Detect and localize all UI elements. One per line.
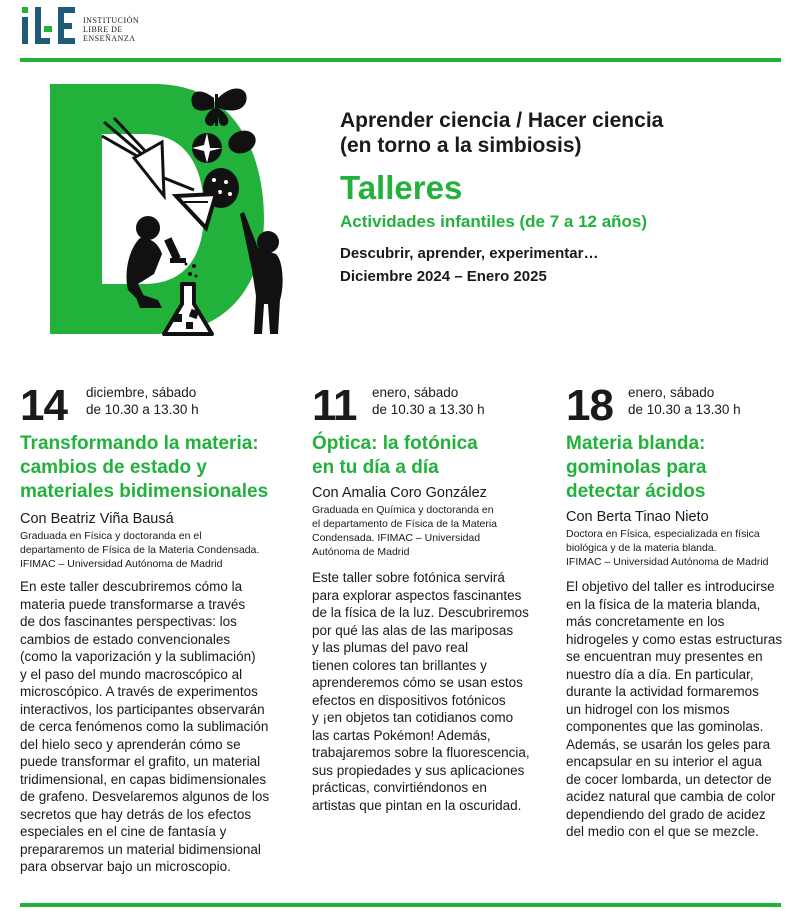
- workshop-day: 18: [566, 381, 613, 430]
- workshop-day: 14: [20, 381, 67, 430]
- workshop-when: enero, sábado de 10.30 a 13.30 h: [628, 385, 741, 417]
- tagline: Descubrir, aprender, experimentar…: [340, 245, 599, 262]
- workshop-description: Este taller sobre fotónica servirá para explorar aspectos fascinantes de la física de la luz. Descubriremos por qué las alas de las mariposas y las plumas del pavo real tienen colores tan brillantes y aprenderemos cómo se usan estos efectos en dispositivos fotónicos y ¡en objetos tan cotidianos como las cartas Pokémon! Además, trabajaremos sobre la fluorescencia, sus propiedades y sus aplicaciones prácticas, convirtiéndonos en artistas que pintan en la oscuridad.: [312, 570, 530, 813]
- workshop-presenter-bio: Doctora en Física, especializada en física biológica y de la materia blanda. IFIMAC – Universidad Autónoma de Madrid: [566, 528, 769, 568]
- workshop-day: 11: [312, 381, 357, 430]
- workshop-title: Óptica: la fotónica en tu día a día: [312, 433, 478, 478]
- header-title-line-1: Aprender ciencia / Hacer ciencia: [340, 109, 664, 132]
- workshop-title: Transformando la materia: cambios de estado y materiales bidimensionales: [20, 433, 269, 502]
- bottom-divider: [20, 903, 781, 907]
- logo-line-1: INSTITUCIÓN: [83, 16, 140, 25]
- workshop-when: diciembre, sábado de 10.30 a 13.30 h: [86, 385, 199, 417]
- ile-logo-text: [83, 16, 139, 43]
- talleres-heading: Talleres: [340, 169, 463, 206]
- ile-logo: [22, 6, 152, 46]
- workshop-description: El objetivo del taller es introducirse en la física de la materia blanda, más concretamente en los hidrogeles y como estas estructuras se encuentran muy presentes en nuestro día a día. En particular, durante la actividad formaremos un hidrogel con los mismos componentes que las gominolas. Además, se usarán los geles para encapsular en su interior el agua de cocer lombarda, un detector de acidez natural que cambia de color dependiendo del grado de acidez del medio con el que se mezcle.: [566, 579, 783, 839]
- workshop-presenter-bio: Graduada en Química y doctoranda en el departamento de Física de la Materia Condensada. IFIMAC – Universidad Autónoma de Madrid: [312, 504, 498, 558]
- audience-subtitle: Actividades infantiles (de 7 a 12 años): [340, 212, 648, 231]
- workshop-title: Materia blanda: gominolas para detectar ácidos: [566, 433, 707, 502]
- logo-line-2: LIBRE DE: [83, 25, 123, 34]
- workshop-when: enero, sábado de 10.30 a 13.30 h: [372, 385, 485, 417]
- candy-icon: [192, 133, 222, 163]
- workshop-presenter-bio: Graduada en Física y doctoranda en el departamento de Física de la Materia Condensada. IFIMAC – Universidad Autónoma de Madrid: [20, 530, 260, 570]
- green-letter-d: [50, 84, 264, 334]
- workshop-presenter: Con Berta Tinao Nieto: [566, 509, 709, 525]
- header-illustration: [44, 78, 314, 353]
- workshop-description: En este taller descubriremos cómo la materia puede transformarse a través de dos fascinantes perspectivas: los cambios de estado convencionales (como la vaporización y la sublimación) y el paso del mundo macroscópico al microscópico. A través de experimentos interactivos, los participantes observarán de cerca fenómenos como la sublimación del hielo seco y aprenderán cómo se puede transformar el grafito, un material tridimensional, en capas bidimensionales de grafeno. Desvelaremos algunos de los secretos que hay detrás de los efectos especiales en el cine de fantasía y prepararemos un material bidimensional para observar bajo un microscopio.: [20, 579, 270, 874]
- logo-line-3: ENSEÑANZA: [83, 34, 136, 43]
- top-divider: [20, 58, 781, 62]
- workshop-presenter: Con Beatriz Viña Bausá: [20, 511, 174, 527]
- workshop-presenter: Con Amalia Coro González: [312, 485, 487, 501]
- header-title: [340, 108, 780, 158]
- ile-logo-mark: [22, 6, 80, 46]
- header-title-line-2: (en torno a la simbiosis): [340, 134, 582, 157]
- date-range: Diciembre 2024 – Enero 2025: [340, 268, 547, 285]
